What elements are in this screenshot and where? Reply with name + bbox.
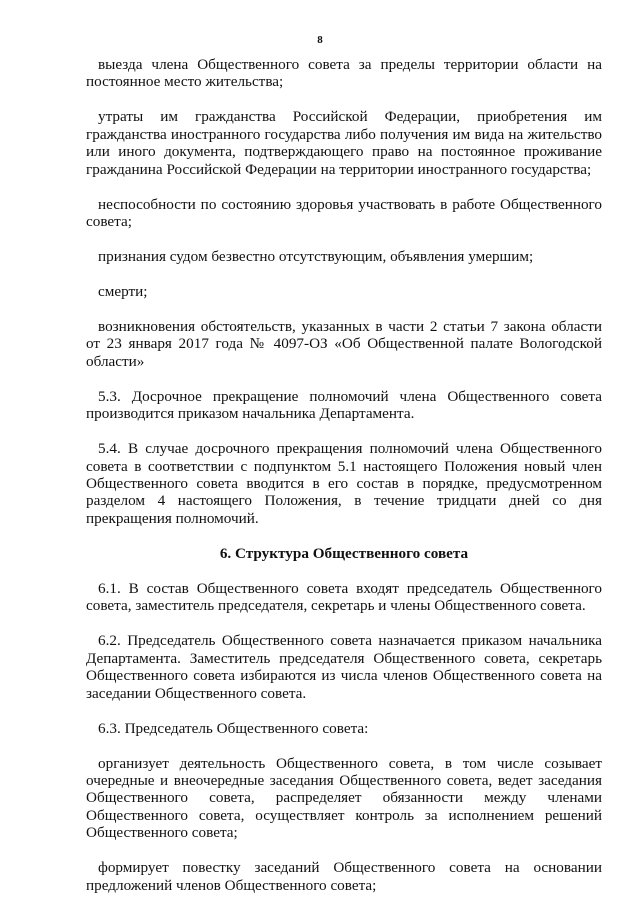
paragraph: смерти; [98, 283, 148, 301]
paragraph-6-1: 6.1. В состав Общественного совета входят председатель Общественного совета, заместитель председателя, секретарь и члены Общественного совета. [86, 579, 602, 615]
paragraph: утраты им гражданства Российской Федерации, приобретения им гражданства иностранного государства либо получения им вида на жительство или иного документа, подтверждающего право на постоянное проживание гражданина Российской Федерации на территории иностранного государства; [86, 108, 602, 178]
paragraph: неспособности по состоянию здоровья участвовать в работе Общественного совета; [86, 195, 602, 231]
paragraph: возникновения обстоятельств, указанных в части 2 статьи 7 закона области от 23 января 2017 года № 4097-ОЗ «Об Общественной палате Вологодской области» [86, 318, 602, 370]
document-body [86, 56, 602, 912]
paragraph-5-3: 5.3. Досрочное прекращение полномочий члена Общественного совета производится приказом начальника Департамента. [86, 387, 602, 423]
paragraph: выезда члена Общественного совета за пределы территории области на постоянное место жительства; [86, 56, 602, 91]
paragraph-6-2: 6.2. Председатель Общественного совета назначается приказом начальника Департамента. Заместитель председателя Общественного совета, секретарь Общественного совета избираются из числа членов Общественного совета на заседании Общественного совета. [86, 632, 602, 702]
paragraph: формирует повестку заседаний Общественного совета на основании предложений членов Общественного совета; [86, 859, 602, 894]
page-number: 8 [317, 34, 323, 46]
paragraph-6-3: 6.3. Председатель Общественного совета: [98, 719, 369, 737]
paragraph: признания судом безвестно отсутствующим, объявления умершим; [98, 248, 534, 266]
section-heading: 6. Структура Общественного совета [219, 544, 469, 562]
paragraph: организует деятельность Общественного совета, в том числе созывает очередные и внеочередные заседания Общественного совета, ведет заседания Общественного совета, распределяет обязанности между членами Общественного совета, осуществляет контроль за исполнением решений Общественного совета; [86, 754, 602, 842]
paragraph-5-4: 5.4. В случае досрочного прекращения полномочий члена Общественного совета в соответствии с подпунктом 5.1 настоящего Положения новый член Общественного совета вводится в его состав в порядке, предусмотренном разделом 4 настоящего Положения, в течение тридцати дней со дня прекращения полномочий. [86, 440, 602, 527]
